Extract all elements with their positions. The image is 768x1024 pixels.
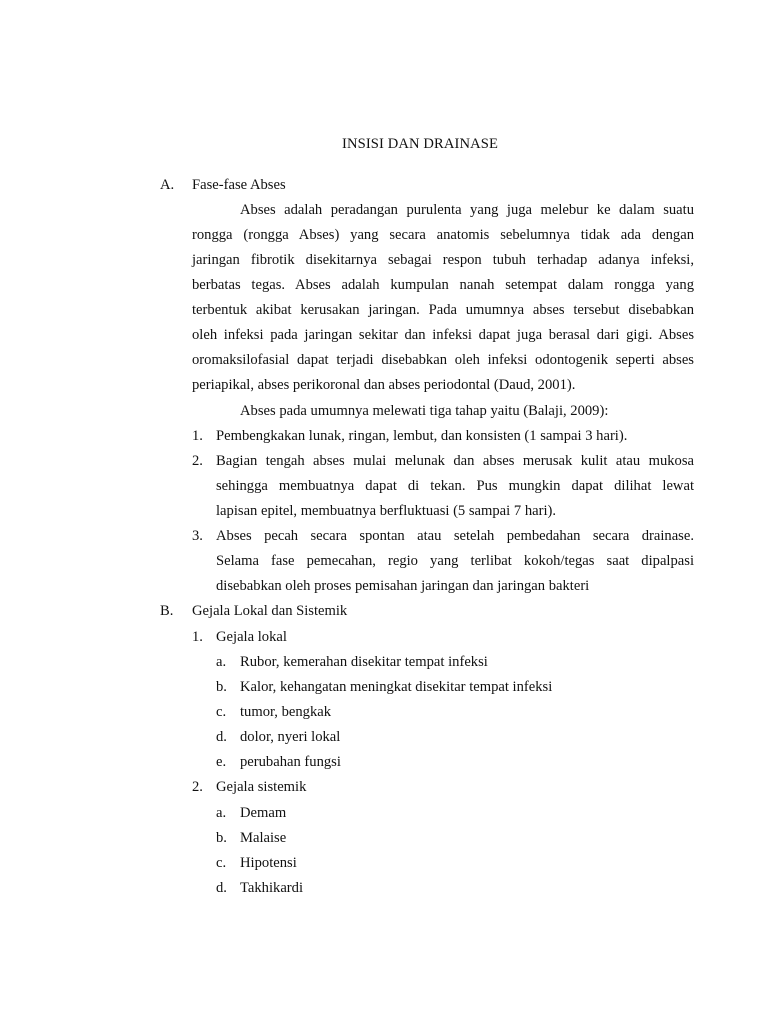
paragraph-line: rongga (rongga Abses) yang secara anatomis sebelumnya tidak ada dengan bbox=[192, 227, 694, 243]
list-item-marker: c. bbox=[216, 704, 227, 720]
paragraph-line: Abses adalah peradangan purulenta yang juga melebur ke dalam suatu bbox=[240, 202, 694, 218]
section-a-marker: A. bbox=[160, 177, 175, 193]
list-item-marker: d. bbox=[216, 729, 227, 745]
list-item-marker: b. bbox=[216, 679, 227, 695]
paragraph-line: terbentuk akibat kerusakan jaringan. Pada umumnya abses tersebut disebabkan bbox=[192, 302, 694, 318]
list-item-marker: d. bbox=[216, 880, 227, 896]
list-item: Hipotensi bbox=[240, 855, 297, 871]
stage-line: lapisan epitel, membuatnya berfluktuasi (5 sampai 7 hari). bbox=[216, 503, 557, 519]
list-item-marker: b. bbox=[216, 830, 227, 846]
paragraph-line: berbatas tegas. Abses adalah kumpulan nanah setempat dalam rongga yang bbox=[192, 277, 694, 293]
group-marker: 2. bbox=[192, 779, 203, 795]
stage-line: Abses pecah secara spontan atau setelah pembedahan secara drainase. bbox=[216, 528, 694, 544]
stage-line: Selama fase pemecahan, regio yang terlibat kokoh/tegas saat dipalpasi bbox=[216, 553, 694, 569]
group-heading: Gejala sistemik bbox=[216, 779, 307, 795]
list-item: Rubor, kemerahan disekitar tempat infeksi bbox=[240, 654, 488, 670]
list-item: Demam bbox=[240, 805, 287, 821]
list-item-marker: a. bbox=[216, 805, 227, 821]
page-title: INSISI DAN DRAINASE bbox=[342, 136, 498, 152]
stage-line: Bagian tengah abses mulai melunak dan abses merusak kulit atau mukosa bbox=[216, 453, 694, 469]
paragraph-line: periapikal, abses perikoronal dan abses periodontal (Daud, 2001). bbox=[192, 377, 576, 393]
stage-marker: 2. bbox=[192, 453, 203, 469]
list-item: Kalor, kehangatan meningkat disekitar tempat infeksi bbox=[240, 679, 553, 695]
stage-marker: 3. bbox=[192, 528, 203, 544]
list-item: tumor, bengkak bbox=[240, 704, 332, 720]
group-marker: 1. bbox=[192, 629, 203, 645]
stage-marker: 1. bbox=[192, 428, 203, 444]
paragraph-line: Abses pada umumnya melewati tiga tahap yaitu (Balaji, 2009): bbox=[240, 403, 609, 419]
group-heading: Gejala lokal bbox=[216, 629, 287, 645]
list-item-marker: e. bbox=[216, 754, 227, 770]
paragraph-line: jaringan fibrotik disekitarnya sebagai respon tubuh terhadap adanya infeksi, bbox=[192, 252, 694, 268]
list-item: Takhikardi bbox=[240, 880, 304, 896]
paragraph-line: oromaksilofasial dapat terjadi disebabkan oleh infeksi odontogenik seperti abses bbox=[192, 352, 694, 368]
paragraph-line: oleh infeksi pada jaringan sekitar dan infeksi dapat juga berasal dari gigi. Abses bbox=[192, 327, 694, 343]
stage-line: Pembengkakan lunak, ringan, lembut, dan konsisten (1 sampai 3 hari). bbox=[216, 428, 628, 444]
list-item-marker: a. bbox=[216, 654, 227, 670]
section-b-heading: Gejala Lokal dan Sistemik bbox=[192, 603, 348, 619]
list-item-marker: c. bbox=[216, 855, 227, 871]
stage-line: sehingga membuatnya dapat di tekan. Pus mungkin dapat dilihat lewat bbox=[216, 478, 694, 494]
section-b-marker: B. bbox=[160, 603, 174, 619]
list-item: perubahan fungsi bbox=[240, 754, 341, 770]
stage-line: disebabkan oleh proses pemisahan jaringan dan jaringan bakteri bbox=[216, 578, 590, 594]
list-item: Malaise bbox=[240, 830, 287, 846]
section-a-heading: Fase-fase Abses bbox=[192, 177, 286, 193]
list-item: dolor, nyeri lokal bbox=[240, 729, 341, 745]
